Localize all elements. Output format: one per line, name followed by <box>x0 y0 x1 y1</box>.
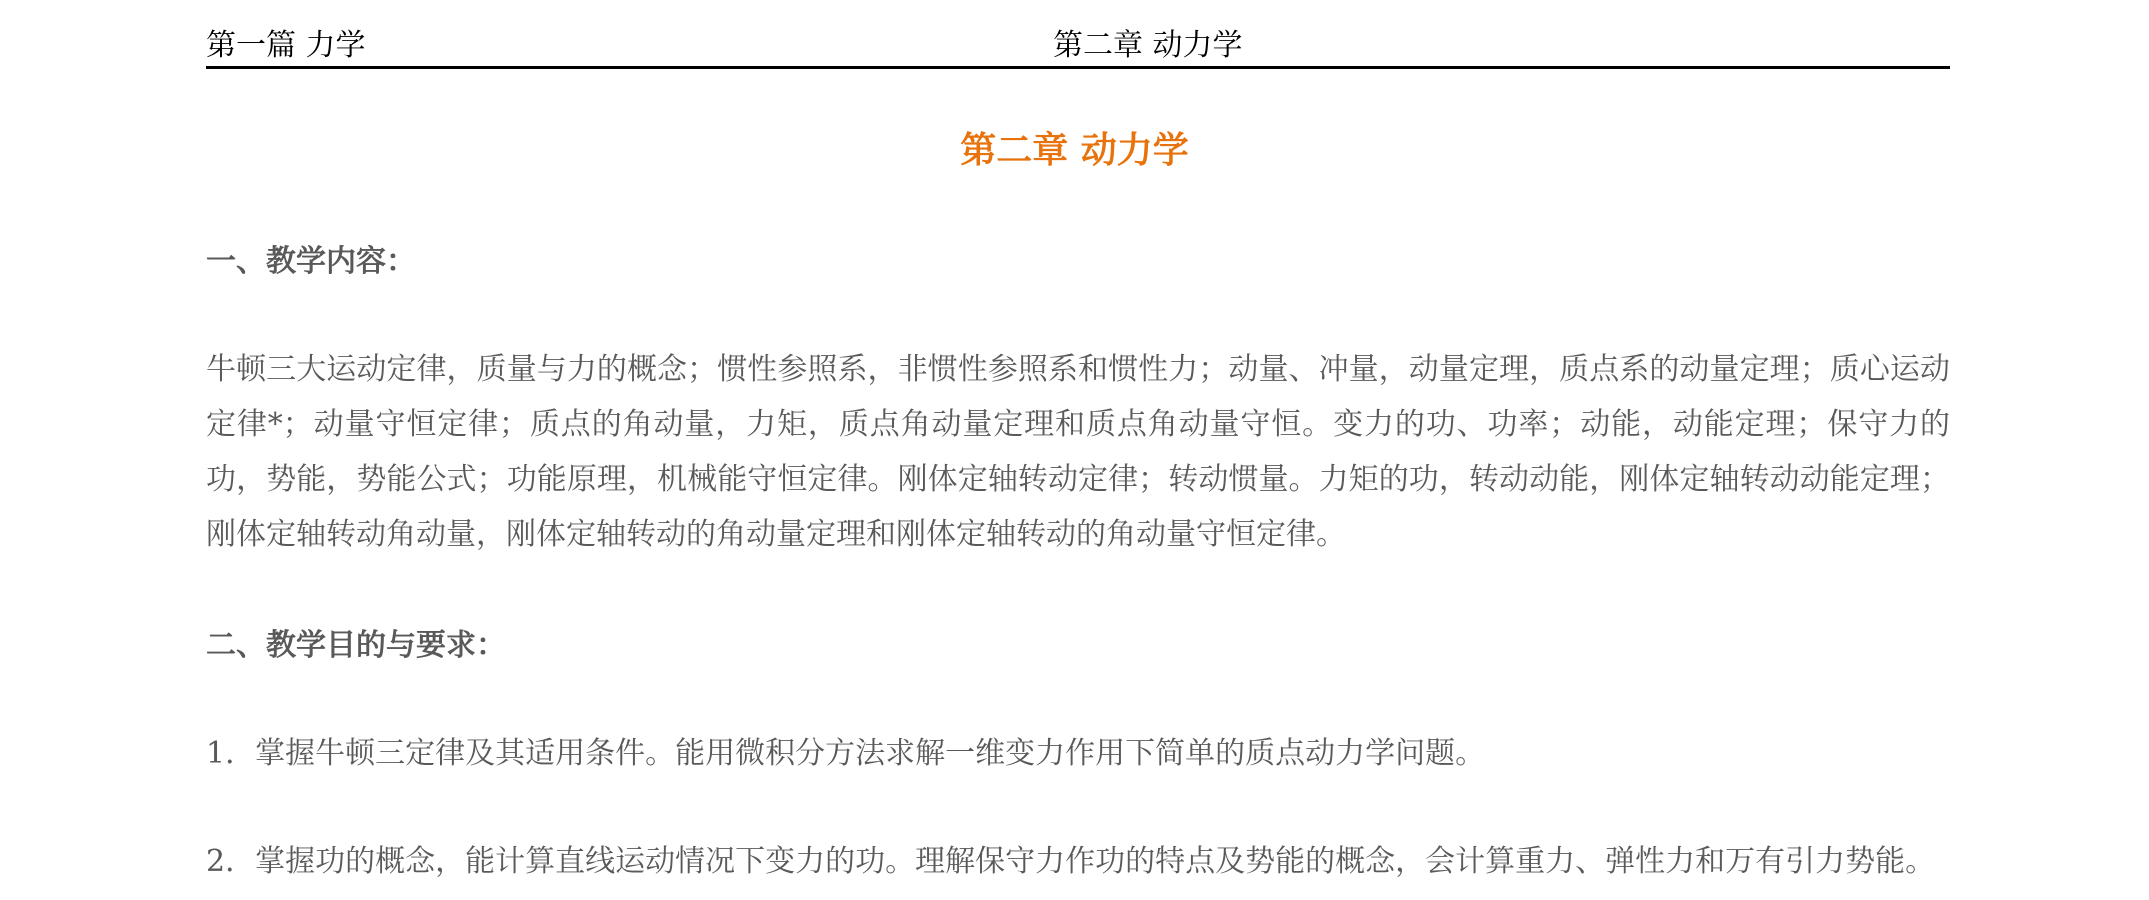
running-header <box>206 26 1950 69</box>
header-chapter-title: 第二章 动力学 <box>1053 28 1243 63</box>
requirement-item-2: 2．掌握功的概念，能计算直线运动情况下变力的功。理解保守力作功的特点及势能的概念，会计算重力、弹性力和万有引力势能。 <box>206 844 1936 879</box>
requirement-item-1: 1．掌握牛顿三定律及其适用条件。能用微积分方法求解一维变力作用下简单的质点动力学问题。 <box>206 736 1486 771</box>
header-part-title: 第一篇 力学 <box>206 28 366 63</box>
teaching-content-paragraph: 牛顿三大运动定律，质量与力的概念；惯性参照系，非惯性参照系和惯性力；动量、冲量，动量定理，质点系的动量定理；质心运动定律*；动量守恒定律；质点的角动量，力矩，质点角动量定理和质点角动量守恒。变力的功、功率；动能，动能定理；保守力的功，势能，势能公式；功能原理，机械能守恒定律。刚体定轴转动定律；转动惯量。力矩的功，转动动能，刚体定轴转动动能定理；刚体定轴转动角动量，刚体定轴转动的角动量定理和刚体定轴转动的角动量守恒定律。 <box>206 352 1950 552</box>
chapter-title: 第二章 动力学 <box>960 129 1189 171</box>
section-heading-teaching-content: 一、教学内容： <box>206 244 416 279</box>
section-heading-goals-requirements: 二、教学目的与要求： <box>206 628 506 663</box>
